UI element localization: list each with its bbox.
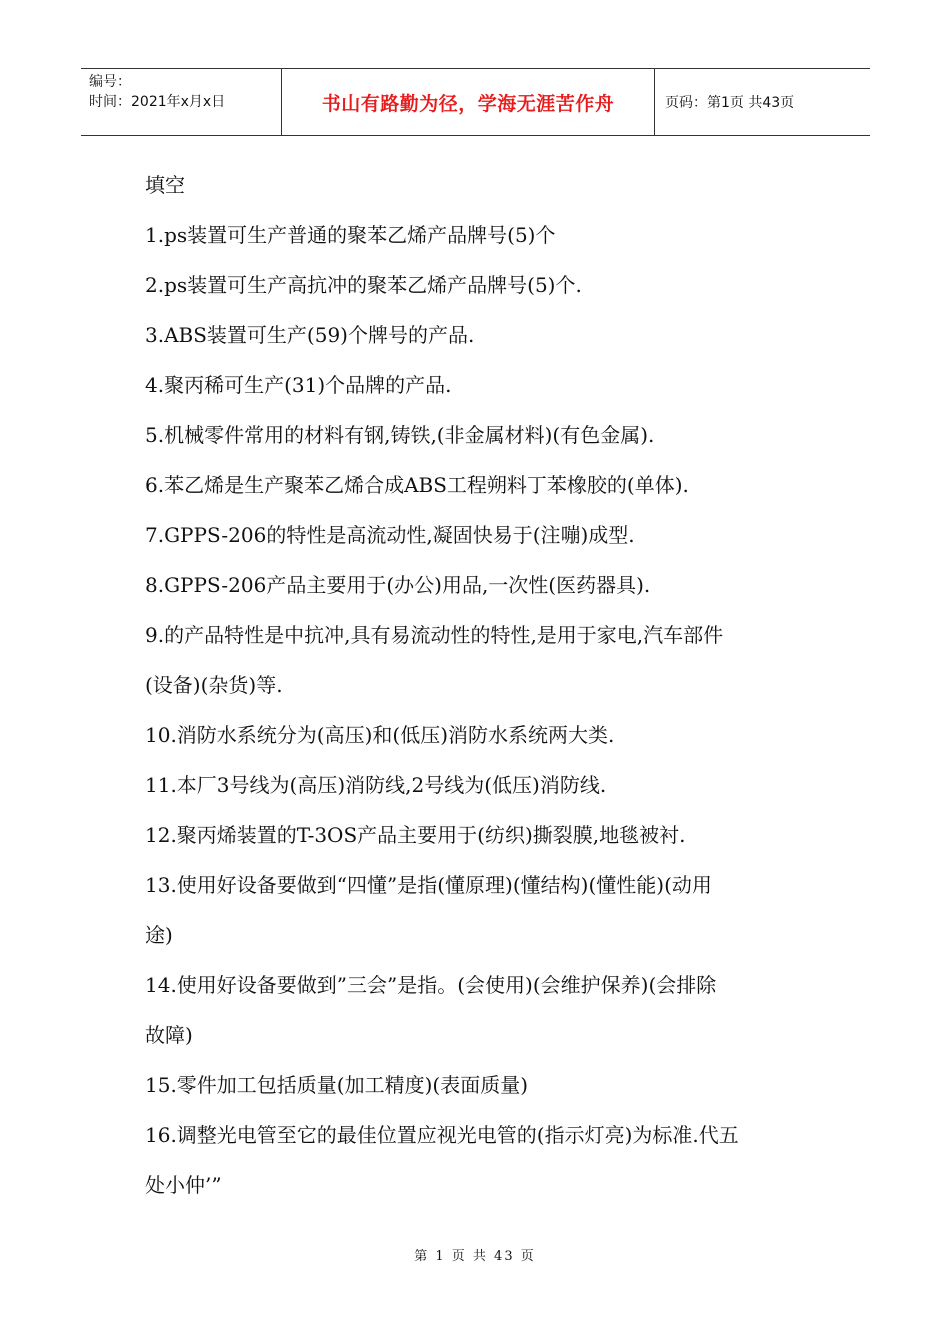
text-line: 处小仲’” — [145, 1173, 222, 1197]
text-line: 3.ABS装置可生产(59)个牌号的产品. — [145, 323, 475, 347]
text-line: 11.本厂3号线为(高压)消防线,2号线为(低压)消防线. — [145, 773, 607, 797]
text-line: 9.的产品特性是中抗冲,具有易流动性的特性,是用于家电,汽车部件 — [145, 623, 724, 647]
text-line: 8.GPPS-206产品主要用于(办公)用品,一次性(医药器具). — [145, 573, 651, 597]
text-line: 途) — [145, 923, 173, 947]
page-header — [81, 68, 870, 136]
document-number: 编号： — [89, 74, 131, 90]
section-title: 填空 — [145, 173, 185, 197]
text-line: (设备)(杂货)等. — [145, 673, 283, 697]
page-footer: 第 1 页 共 43 页 — [414, 1249, 536, 1264]
document-body — [145, 160, 815, 1210]
header-motto-cell — [281, 69, 655, 135]
text-line: 15.零件加工包括质量(加工精度)(表面质量) — [145, 1073, 529, 1097]
header-motto: 书山有路勤为径，学海无涯苦作舟 — [321, 92, 615, 115]
text-line: 1.ps装置可生产普通的聚苯乙烯产品牌号(5)个 — [145, 223, 556, 247]
text-line: 12.聚丙烯装置的T-3OS产品主要用于(纺织)撕裂膜,地毯被衬. — [145, 823, 686, 847]
text-line: 故障) — [145, 1023, 193, 1047]
text-line: 2.ps装置可生产高抗冲的聚苯乙烯产品牌号(5)个. — [145, 273, 582, 297]
text-line: 10.消防水系统分为(高压)和(低压)消防水系统两大类. — [145, 723, 615, 747]
text-line: 4.聚丙稀可生产(31)个品牌的产品. — [145, 373, 452, 397]
document-time: 时间：2021年x月x日 — [89, 94, 226, 110]
text-line: 5.机械零件常用的材料有钢,铸铁,(非金属材料)(有色金属). — [145, 423, 655, 447]
text-line: 14.使用好设备要做到”三会”是指。(会使用)(会维护保养)(会排除 — [145, 973, 717, 997]
header-page-info: 页码：第1页 共43页 — [665, 95, 795, 111]
header-meta — [81, 69, 281, 135]
text-line: 13.使用好设备要做到“四懂”是指(懂原理)(懂结构)(懂性能)(动用 — [145, 873, 712, 897]
text-line: 16.调整光电管至它的最佳位置应视光电管的(指示灯亮)为标准.代五 — [145, 1123, 739, 1147]
text-line: 7.GPPS-206的特性是高流动性,凝固快易于(注嘣)成型. — [145, 523, 635, 547]
text-line: 6.苯乙烯是生产聚苯乙烯合成ABS工程朔料丁苯橡胶的(单体). — [145, 473, 689, 497]
